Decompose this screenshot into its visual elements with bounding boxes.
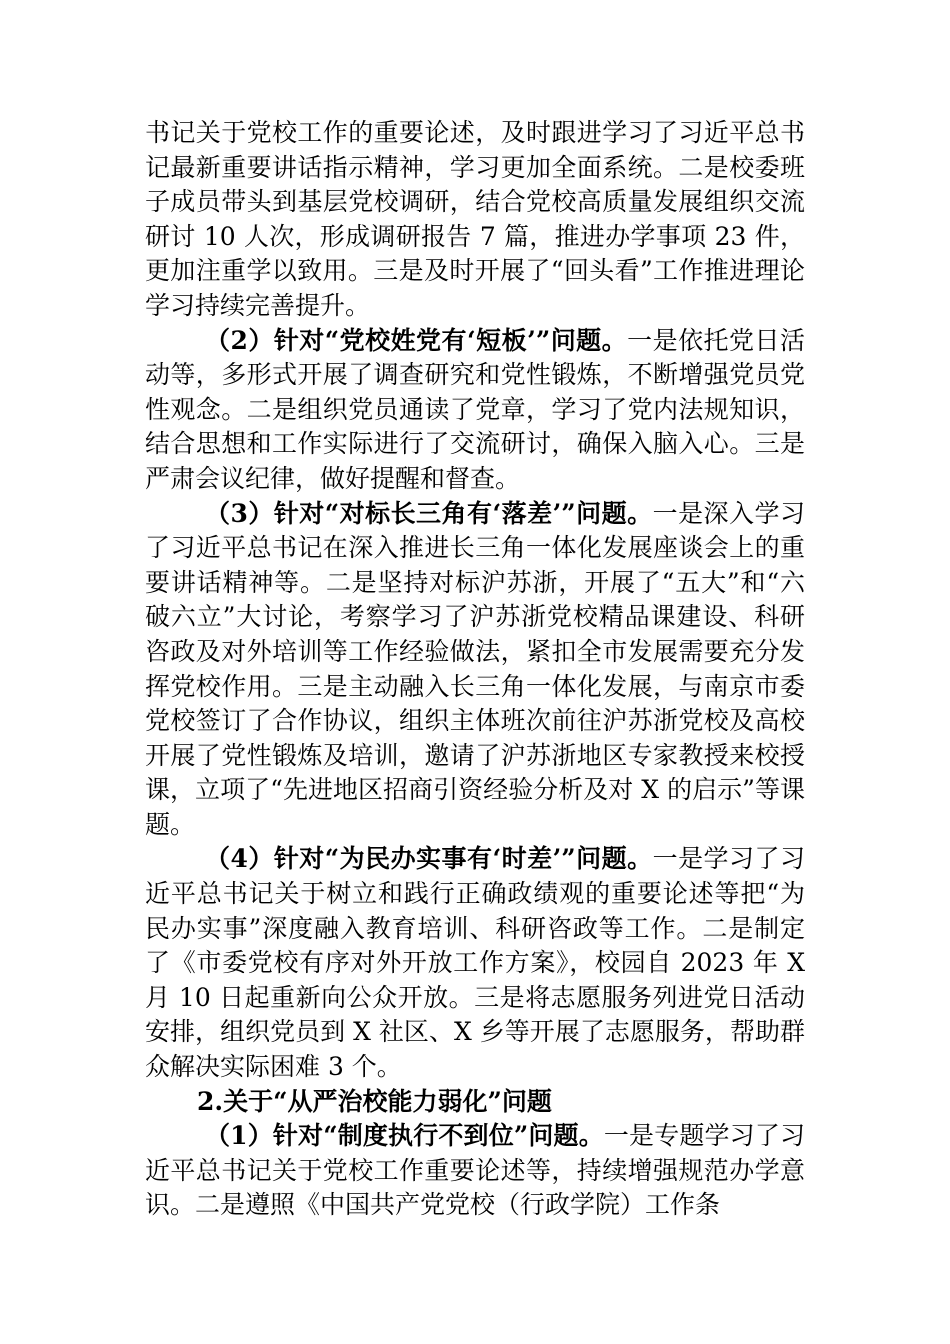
paragraph-text: 一是深入学习了习近平总书记在深入推进长三角一体化发展座谈会上的重要讲话精神等。二是坚持对标沪苏浙，开展了“五大”和“六破六立”大讨论，考察学习了沪苏浙党校精品课建设、科研咨政及对外培训等工作经验做法，紧扣全市发展需要充分发挥党校作用。三是主动融入长三角一体化发展，与南京市委党校签订了合作协议，组织主体班次前往沪苏浙党校及高校开展了党性锻炼及培训，邀请了沪苏浙地区专家教授来校授课，立项了“先进地区招商引资经验分析及对 X 的启示”等课题。 — [145, 498, 805, 839]
paragraph-item-2 — [145, 324, 805, 497]
paragraph-heading: （4）针对“为民办实事有‘时差’”问题。 — [205, 844, 653, 874]
paragraph-text: 一是学习了习近平总书记关于树立和践行正确政绩观的重要论述等把“为民办实事”深度融入教育培训、科研咨政等工作。二是制定了《市委党校有序对外开放工作方案》，校园自 2023 年 X 月 10 日起重新向公众开放。三是将志愿服务列进党日活动安排，组织党员到 X 社区、X 乡等开展了志愿服务，帮助群众解决实际困难 3 个。 — [145, 844, 805, 1082]
paragraph-heading: （1）针对“制度执行不到位”问题。 — [205, 1121, 604, 1151]
section-heading-text: 2.关于“从严治校能力弱化”问题 — [197, 1086, 552, 1116]
paragraph-text: 一是专题学习了习近平总书记关于党校工作重要论述等，持续增强规范办学意识。二是遵照《中国共产党党校（行政学院）工作条 — [145, 1121, 805, 1220]
paragraph-continuation — [145, 116, 805, 324]
paragraph-heading: （2）针对“党校姓党有‘短板’”问题。 — [205, 325, 628, 355]
paragraph-item-3 — [145, 497, 805, 843]
document-page — [145, 116, 805, 1223]
paragraph-text: 一是依托党日活动等，多形式开展了调查研究和党性锻炼，不断增强党员党性观念。二是组织党员通读了党章，学习了党内法规知识，结合思想和工作实际进行了交流研讨，确保入脑入心。三是严肃会议纪律，做好提醒和督查。 — [145, 325, 805, 493]
paragraph-item-1 — [145, 1119, 805, 1223]
section-heading — [145, 1085, 805, 1120]
paragraph-item-4 — [145, 842, 805, 1084]
paragraph-text: 书记关于党校工作的重要论述，及时跟进学习了习近平总书记最新重要讲话指示精神，学习更加全面系统。二是校委班子成员带头到基层党校调研，结合党校高质量发展组织交流研讨 10 人次，形成调研报告 7 篇，推进办学事项 23 件，更加注重学以致用。三是及时开展了“回头看”工作推进理论学习持续完善提升。 — [145, 118, 805, 320]
paragraph-heading: （3）针对“对标长三角有‘落差’”问题。 — [205, 498, 653, 528]
